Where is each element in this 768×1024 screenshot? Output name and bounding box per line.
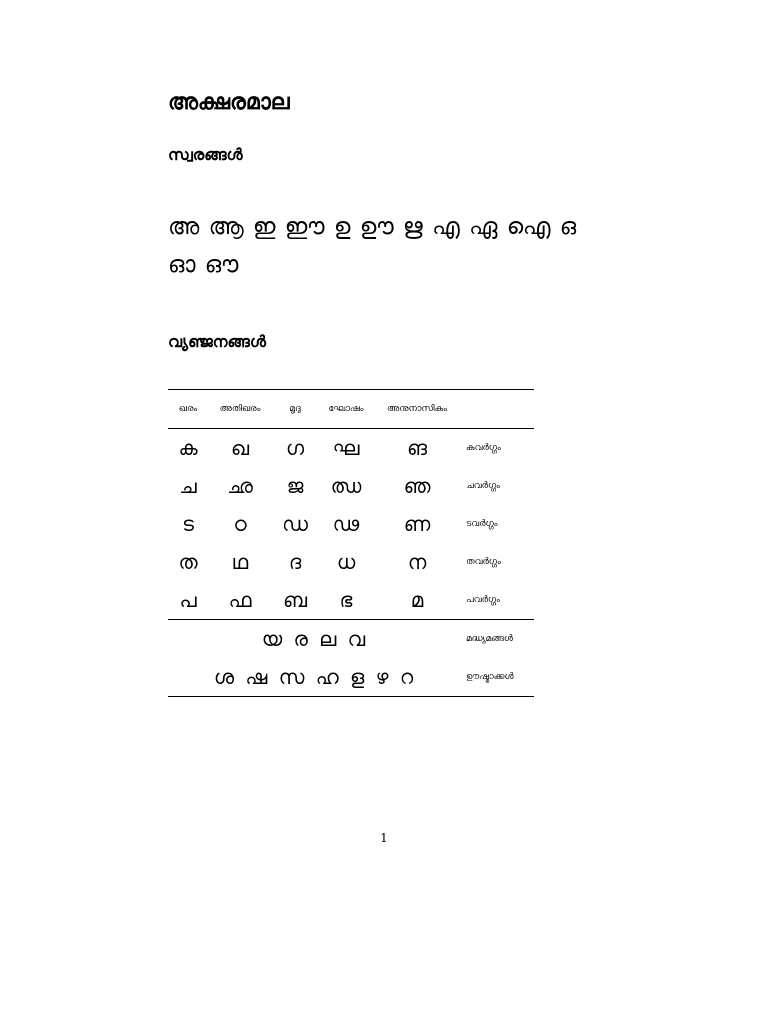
header-mridu: മൃദു: [272, 390, 318, 429]
table-row: [168, 429, 534, 468]
letter-cell: ഥ: [231, 550, 249, 574]
letter-cell: ക: [178, 436, 198, 460]
letter-cell: ഭ: [318, 581, 374, 620]
table-row: [168, 467, 534, 505]
letter-cell: പ: [168, 581, 208, 620]
header-athikharam: അതിഖരം: [208, 390, 272, 429]
letter-cell: ബ: [272, 581, 318, 620]
group-label: ടവർഗ്ഗം: [466, 519, 498, 529]
letter-cell: ത: [178, 550, 198, 574]
group-label: തവർഗ്ഗം: [466, 557, 501, 567]
letter-cell: ഘ: [332, 436, 360, 460]
letter-cell: മ: [374, 581, 460, 620]
table-row: [168, 505, 534, 543]
header-group: [460, 390, 534, 429]
table-row-madhyamangal: [168, 620, 534, 659]
letter-cell: ച: [179, 474, 197, 498]
group-label: പവർഗ്ഗം: [460, 581, 534, 620]
ooshmakkal-letters: ശ ഷ സ ഹ ള ഴ റ: [168, 658, 460, 697]
group-label: കവർഗ്ഗം: [466, 443, 501, 453]
group-label: മദ്ധ്യമങ്ങൾ: [466, 634, 513, 644]
page-number: 1: [380, 831, 388, 845]
header-kharam: ഖരം: [168, 390, 208, 429]
letter-cell: ണ: [403, 512, 431, 536]
group-label: ഊഷ്മാക്കൾ: [460, 658, 534, 697]
table-header-row: [168, 390, 534, 429]
header-ghosham: ഘോഷം: [318, 390, 374, 429]
letter-cell: ഠ: [233, 512, 247, 536]
letter-cell: ഫ: [208, 581, 272, 620]
letter-cell: ന: [407, 550, 427, 574]
header-anunasikam: അനുനാസികം: [374, 390, 460, 429]
letter-cell: ഛ: [227, 474, 253, 498]
consonant-table: [168, 389, 534, 697]
letter-cell: ഢ: [332, 512, 360, 536]
letter-cell: ജ: [286, 474, 304, 498]
letter-cell: ദ: [288, 550, 302, 574]
table-row: [168, 581, 534, 620]
letter-cell: ധ: [336, 550, 356, 574]
vowels-heading: സ്വരങ്ങൾ: [168, 145, 243, 164]
letter-cell: ങ: [406, 436, 428, 460]
letter-cell: ഝ: [330, 474, 362, 498]
letter-cell: ഖ: [230, 436, 250, 460]
letter-cell: ഞ: [403, 474, 431, 498]
madhyamangal-letters: യ ര ല വ: [261, 627, 367, 651]
consonants-heading: വ്യഞ്ജനങ്ങൾ: [168, 332, 266, 351]
letter-cell: ഗ: [285, 436, 305, 460]
letter-cell: ട: [182, 512, 194, 536]
letter-cell: ഡ: [282, 512, 308, 536]
group-label: ചവർഗ്ഗം: [466, 481, 500, 491]
vowels-letters: അ ആ ഇ ഈ ഉ ഊ ഋ എ ഏ ഐ ഒ ഓ ഔ: [168, 214, 577, 278]
table-row-ooshmakkal: [168, 658, 534, 697]
table-row: [168, 543, 534, 581]
page-title: അക്ഷരമാല: [168, 90, 290, 115]
